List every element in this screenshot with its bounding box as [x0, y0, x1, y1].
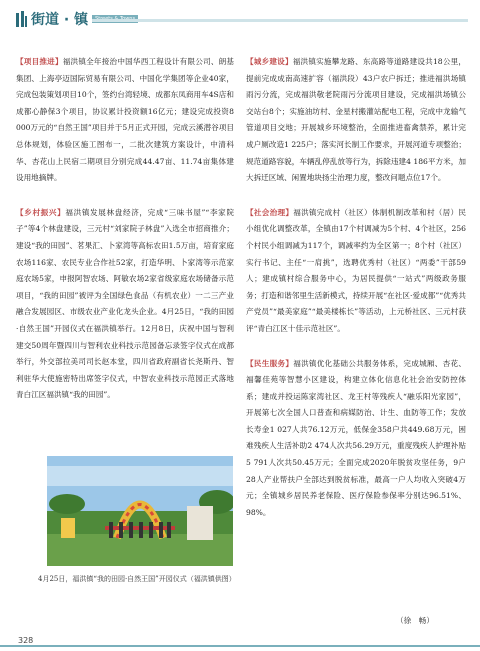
header-divider [92, 19, 468, 22]
project-block [16, 54, 234, 187]
page-number: 328 [18, 636, 34, 645]
photo-caption: 4月25日，福洪镇“我的田园·自然王国”开园仪式（福洪镇供图） [38, 575, 236, 583]
tag-governance: 【社会治理】 [246, 207, 294, 217]
tag-construction: 【城乡建设】 [246, 57, 293, 66]
construction-text: 福洪镇实施攀龙路、东高路等道路建设共18公里，提前完成成南高速扩容（福洪段）43户农户拆迁；推进福洪场镇雨污分流，完成福洪敬老院雨污分流项目建设，完成福洪场镇公交站台8个；实施油坊村、金星村搬灌站配电工程，完成中龙输气管道项目交地；开展城乡环境整治，全面推进畜禽禁养，累计完成户厕改造1 225户；落实河长制工作要求，开展河道专项整治；规范道路容貌，车辆乱停乱放等行为，拆除违建4 186平方米，加大拆迁区域、闲置地块扬尘治理力度，整改问题点位17个。 [246, 57, 466, 183]
building-icon [14, 10, 28, 28]
author: （徐 畅） [396, 616, 434, 625]
livelihood-block [246, 356, 466, 522]
tag-rural: 【乡村振兴】 [16, 207, 66, 217]
left-column [16, 54, 234, 422]
livelihood-text: 福洪镇优化基础公共服务体系，完成城厢、杏花、福馨佳苑等智慧小区建设，构建立体化信息化社会治安防控体系；建成并投运陈家湾社区、龙王村等残疾人“融乐阳光家园”，开展第七次全国人口普查和病媒防治、计生、血防等工作；发放长寿金1 027人共76.12万元，低保金358户共449.68万元，困难残疾人生活补助2 474人次共56.29万元，重度残疾人护理补贴5 791人次共50.45万元；全面完成2020年脱贫攻坚任务，9户28人产业帮扶户全部达到脱贫标准，最高一户人均收入突破4万元；全镇城乡居民养老保险、医疗保险参保率分别达96.51%、98%。 [246, 358, 466, 517]
section-title: 街道 · 镇 [31, 12, 89, 28]
governance-block [246, 205, 466, 338]
photo-illustration [47, 456, 233, 566]
footer-rule [0, 645, 480, 647]
right-column [246, 54, 466, 539]
tag-project: 【项目推进】 [16, 57, 63, 66]
event-photo [47, 456, 233, 566]
construction-block [246, 54, 466, 187]
project-text: 福洪镇全年接治中国华西工程设计有限公司、朗基集团、上海亭迈国际贸易有限公司、中国化学集团等企业40家，完成包装策划项目10个，签约台湾轻境、成都东凤商用车4S店和成都心静保3个项目，协议累计投资额16亿元；建设完成投资8 000万元的“自然王国”项目并于5月正式开园，完成云溪潜谷项目总体规划，体验区施工图布一，二批次建筑方案设计，中清科华、杏花山上民宿二期项目分别完成44.47亩、11.74亩集体建设用地摘牌。 [16, 57, 235, 183]
tag-livelihood: 【民生服务】 [246, 358, 294, 368]
governance-text: 福洪镇完成村（社区）体制机制改革和村（居）民小组优化调整改革，全镇由17个村调减为5个村、4个社区，256个村民小组调减为117个，调减率约为全区第一；8个村（社区）实行书记、主任“一肩挑”，选聘优秀村（社区）“两委”干部59人；建成镇村综合服务中心，为居民提供“一站式”两级政务服务；打造和谐邻里生活新模式，持续开展“在社区·爱成都”“优秀共产党员”“最美家庭”“最美楼栋长”等活动，上元桥社区、三元村获评“青白江区十佳示范社区”。 [246, 207, 466, 333]
rural-block [16, 205, 234, 404]
rural-text: 福洪镇发展林盘经济，完成“三味书屋”“李家院子”等4个林盘建设，三元村“刘家院子林盘”入选全市招商推介；建设“我的田园”、茗果汇、卜家湾等高标农田1.5万亩，培育家庭农场116家、农民专业合作社52家，打造华明、卜家湾等示范家庭农场5家，申报阿智农场、阿敏农场2家省级家庭农场储备示范项目，“我的田园”被评为全国绿色食品（有机农业）一二三产业融合发展园区、市级农业产业化龙头企业。4月25日，“我的田园·自然王国”开园仪式在福洪镇举行。12月8日，庆祝中国与智利建交50周年暨四川与智利农业科技示范园备忘录签字仪式在成都举行，外交部拉美司司长赵本堂，四川省政府副省长尧斯丹、智利驻华大使施密特出席签字仪式，中智农业科技示范园正式落地青白江区福洪镇“我的田园”。 [16, 207, 234, 400]
